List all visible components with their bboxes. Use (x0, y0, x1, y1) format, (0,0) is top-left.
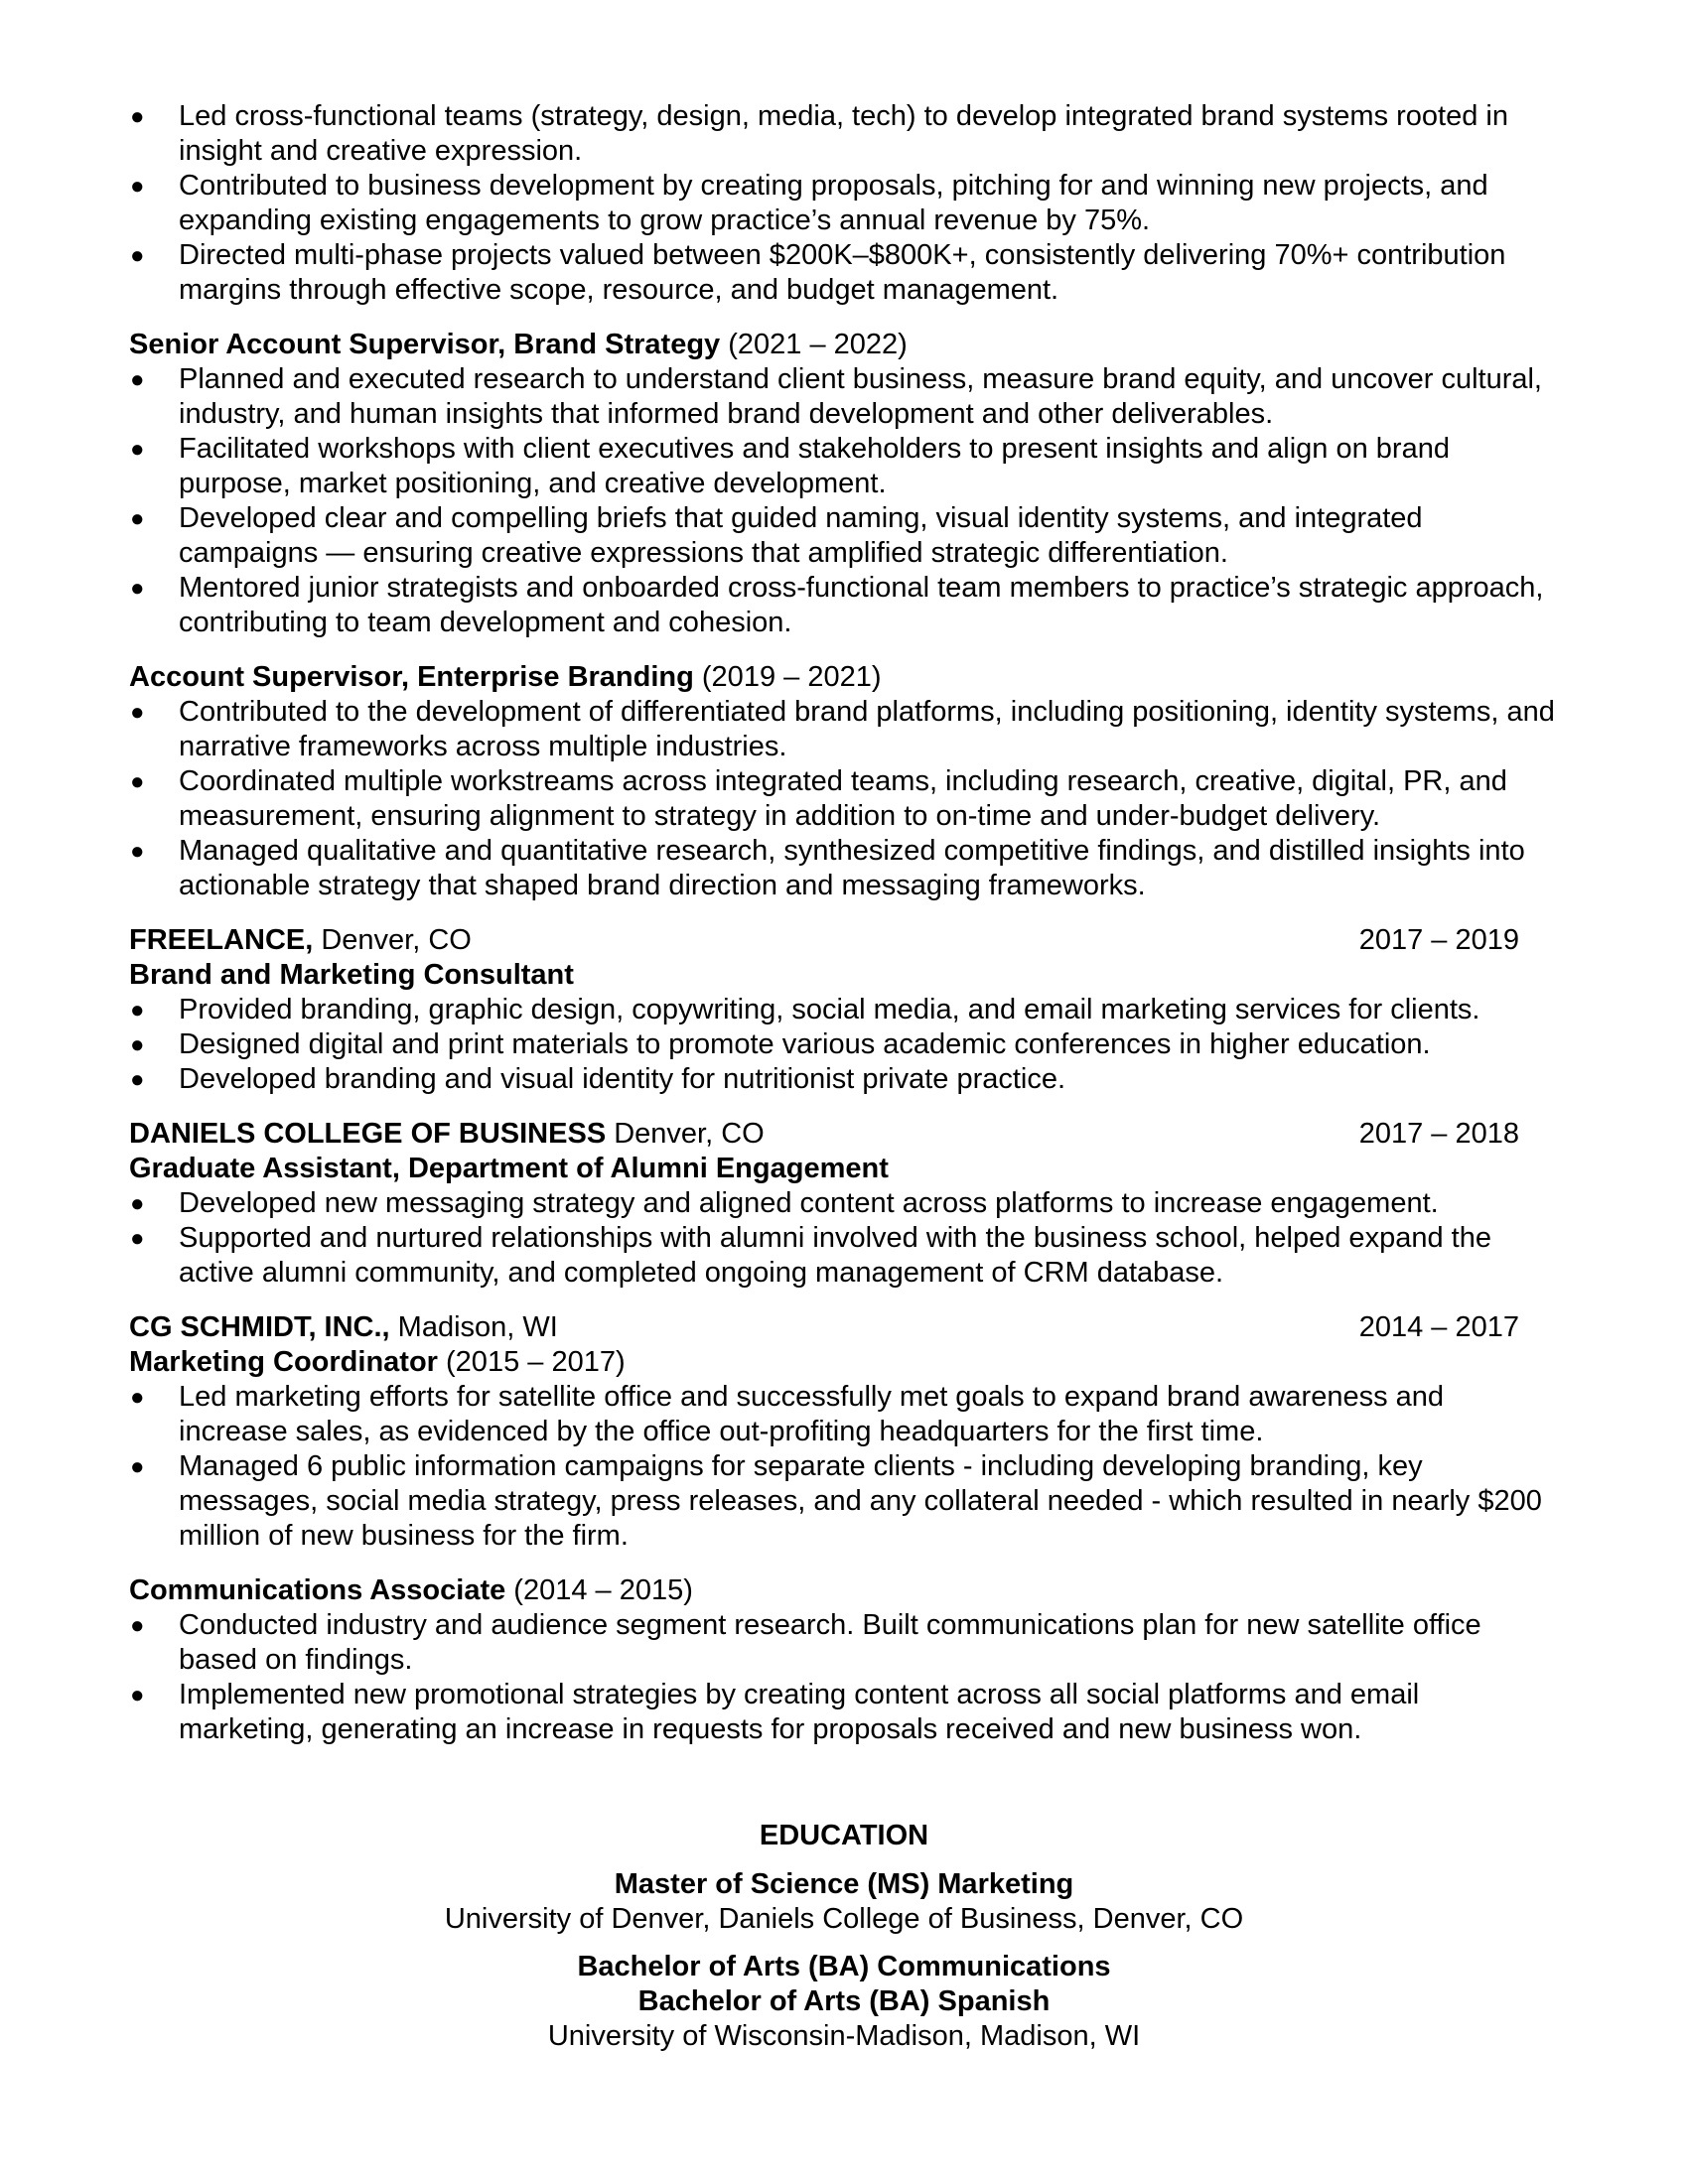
degree-title: Bachelor of Arts (BA) Communications (577, 1951, 1111, 1982)
list-item: ● Led cross-functional teams (strategy, design, media, tech) to develop integrated brand systems rooted in insight and creative expression. (130, 100, 1508, 167)
list-item: ● Mentored junior strategists and onboarded cross-functional team members to practice’s strategic approach, contributing to team development and cohesion. (130, 572, 1544, 638)
freelance-entry (129, 923, 1559, 1097)
bullet-icon: ● (130, 1190, 145, 1217)
bullet-icon: ● (130, 838, 145, 865)
org-name: DANIELS COLLEGE OF BUSINESS (129, 1118, 607, 1150)
bullet-icon: ● (130, 768, 145, 795)
list-item: ● Developed branding and visual identity for nutritionist private practice. (130, 1063, 1066, 1095)
list-item: ● Directed multi-phase projects valued between $200K–$800K+, consistently delivering 70%+ contribution margins through effective scope, resource, and budget management. (130, 239, 1506, 306)
bullet-list (129, 695, 1559, 903)
bullet-icon: ● (130, 997, 145, 1024)
senior-account-supervisor-entry (129, 328, 1559, 640)
top-bullet-list (129, 99, 1559, 308)
bullet-list (129, 1186, 1559, 1291)
org-heading (129, 1310, 1519, 1345)
bullet-icon: ● (130, 1682, 145, 1708)
list-item: ● Contributed to business development by creating proposals, pitching for and winning new projects, and expanding existing engagements to grow practice’s annual revenue by 75%. (130, 170, 1488, 236)
role-heading: Senior Account Supervisor, Brand Strategy (2021 – 2022) (129, 329, 908, 360)
org-location: Denver, CO (606, 1118, 765, 1150)
role-title: Brand and Marketing Consultant (129, 959, 574, 991)
bullet-icon: ● (130, 1066, 145, 1093)
list-item: ● Developed new messaging strategy and aligned content across platforms to increase engagement. (130, 1187, 1439, 1219)
degree-title: Bachelor of Arts (BA) Spanish (637, 1985, 1051, 2017)
org-dates: 2017 – 2018 (1358, 1118, 1519, 1150)
school-name: University of Wisconsin-Madison, Madison, WI (547, 2020, 1141, 2052)
bullet-icon: ● (130, 1612, 145, 1639)
bullet-icon: ● (130, 575, 145, 602)
bullet-list (129, 1380, 1559, 1554)
org-name: FREELANCE, (129, 924, 314, 956)
list-item: ● Implemented new promotional strategies by creating content across all social platforms and email marketing, generating an increase in requests for proposals received and new business won. (130, 1679, 1420, 1745)
role-heading: Communications Associate (2014 – 2015) (129, 1574, 693, 1606)
bullet-list (129, 1608, 1559, 1747)
bullet-icon: ● (130, 1384, 145, 1411)
org-location: Denver, CO (313, 924, 472, 956)
daniels-entry (129, 1117, 1559, 1291)
org-location: Madison, WI (389, 1311, 558, 1343)
communications-associate-entry (129, 1573, 1559, 1747)
list-item: ● Led marketing efforts for satellite office and successfully met goals to expand brand awareness and increase sales, as evidenced by the office out-profiting headquarters for the first time. (130, 1381, 1445, 1447)
section-heading: EDUCATION (759, 1820, 929, 1851)
bullet-icon: ● (130, 1031, 145, 1058)
list-item: ● Provided branding, graphic design, copywriting, social media, and email marketing services for clients. (130, 994, 1480, 1025)
bullet-icon: ● (130, 505, 145, 532)
list-item: ● Facilitated workshops with client executives and stakeholders to present insights and align on brand purpose, market positioning, and creative development. (130, 433, 1450, 499)
org-dates: 2014 – 2017 (1358, 1311, 1519, 1343)
list-item: ● Managed qualitative and quantitative research, synthesized competitive findings, and distilled insights into actionable strategy that shaped brand direction and messaging frameworks. (130, 835, 1525, 901)
bullet-list (129, 362, 1559, 640)
bullet-list (129, 993, 1559, 1097)
bullet-icon: ● (130, 699, 145, 726)
bullet-icon: ● (130, 436, 145, 463)
list-item: ● Planned and executed research to understand client business, measure brand equity, and uncover cultural, industry, and human insights that informed brand development and other deliverables. (130, 363, 1542, 430)
list-item: ● Managed 6 public information campaigns for separate clients - including developing branding, key messages, social media strategy, press releases, and any collateral needed - which resulted in nearly $200 million of new business for the firm. (130, 1450, 1542, 1552)
education-section (0, 1819, 1688, 2054)
degree-title: Master of Science (MS) Marketing (614, 1868, 1074, 1900)
org-heading (129, 1117, 1519, 1152)
bullet-icon: ● (130, 366, 145, 393)
list-item: ● Supported and nurtured relationships with alumni involved with the business school, helped expand the active alumni community, and completed ongoing management of CRM database. (130, 1222, 1491, 1289)
bullet-icon: ● (130, 173, 145, 200)
list-item: ● Developed clear and compelling briefs that guided naming, visual identity systems, and integrated campaigns — ensuring creative expressions that amplified strategic differentiation. (130, 502, 1423, 569)
bullet-icon: ● (130, 1225, 145, 1252)
org-dates: 2017 – 2019 (1358, 924, 1519, 956)
cg-schmidt-entry (129, 1310, 1559, 1554)
account-supervisor-entry (129, 660, 1559, 903)
role-title: Graduate Assistant, Department of Alumni Engagement (129, 1153, 889, 1184)
bullet-icon: ● (130, 242, 145, 269)
list-item: ● Conducted industry and audience segment research. Built communications plan for new satellite office based on findings. (130, 1609, 1481, 1676)
list-item: ● Coordinated multiple workstreams across integrated teams, including research, creative, digital, PR, and measurement, ensuring alignment to strategy in addition to on-time and under-budget delivery. (130, 765, 1507, 832)
bullet-icon: ● (130, 103, 145, 130)
role-heading: Account Supervisor, Enterprise Branding (2019 – 2021) (129, 661, 882, 693)
org-heading (129, 923, 1519, 958)
bullet-icon: ● (130, 1453, 145, 1480)
list-item: ● Designed digital and print materials to promote various academic conferences in higher education. (130, 1028, 1431, 1060)
role-heading: Marketing Coordinator (2015 – 2017) (129, 1346, 626, 1378)
org-name: CG SCHMIDT, INC., (129, 1311, 390, 1343)
list-item: ● Contributed to the development of differentiated brand platforms, including positioning, identity systems, and narrative frameworks across multiple industries. (130, 696, 1555, 762)
school-name: University of Denver, Daniels College of Business, Denver, CO (444, 1903, 1244, 1935)
experience-section (129, 99, 1559, 1747)
